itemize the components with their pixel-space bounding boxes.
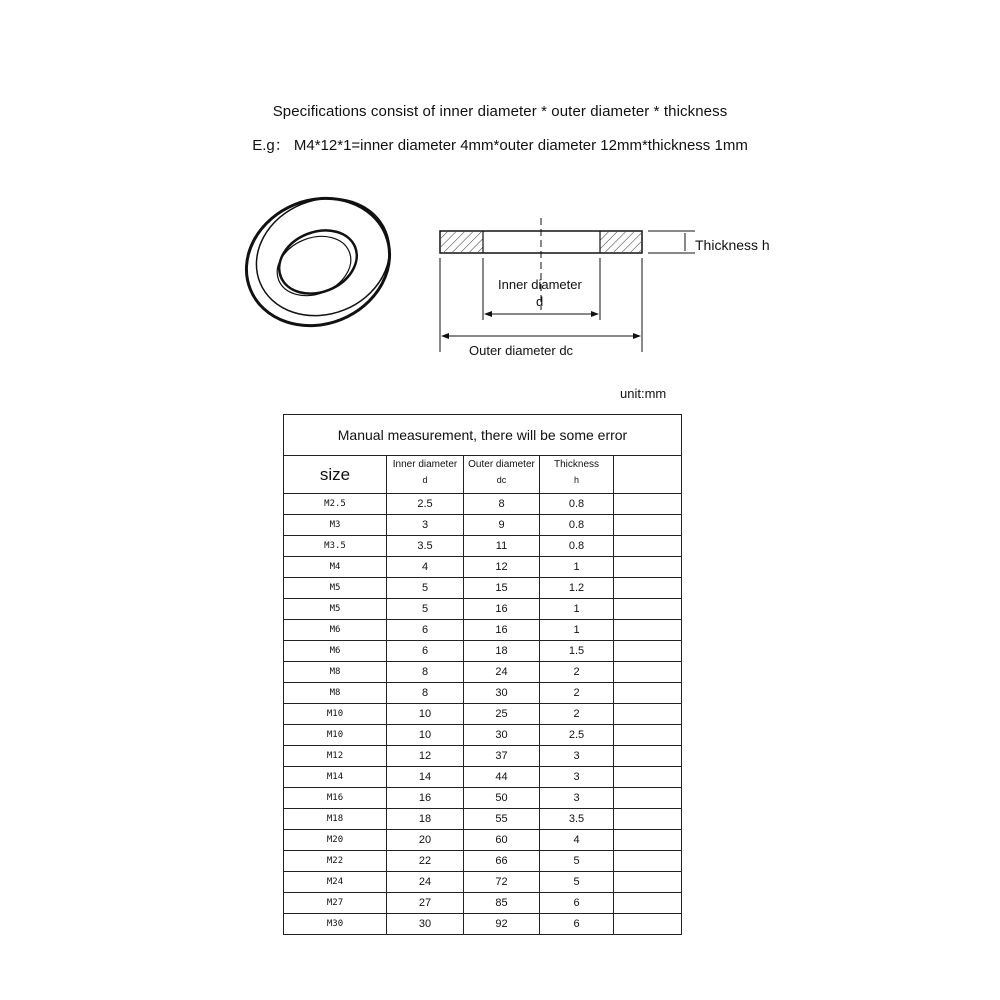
cell-outer-diameter: 66 — [464, 851, 540, 872]
cell-outer-diameter: 24 — [464, 662, 540, 683]
cell-thickness: 6 — [540, 914, 614, 935]
table-row — [284, 578, 682, 599]
thickness-dimension — [648, 231, 695, 253]
cell-inner-diameter: 10 — [387, 704, 464, 725]
cell-empty — [614, 830, 682, 851]
cell-outer-diameter: 44 — [464, 767, 540, 788]
cell-inner-diameter: 16 — [387, 788, 464, 809]
cell-outer-diameter: 16 — [464, 599, 540, 620]
table-row — [284, 872, 682, 893]
cell-size: M3 — [284, 515, 387, 536]
cell-outer-diameter: 18 — [464, 641, 540, 662]
table-row — [284, 599, 682, 620]
cell-size: M16 — [284, 788, 387, 809]
cell-thickness: 2 — [540, 704, 614, 725]
cell-size: M6 — [284, 641, 387, 662]
cell-inner-diameter: 8 — [387, 683, 464, 704]
cell-empty — [614, 872, 682, 893]
table-row — [284, 809, 682, 830]
table-row — [284, 494, 682, 515]
table-row — [284, 704, 682, 725]
cell-size: M24 — [284, 872, 387, 893]
cell-thickness: 0.8 — [540, 494, 614, 515]
cell-empty — [614, 851, 682, 872]
cell-inner-diameter: 22 — [387, 851, 464, 872]
cell-outer-diameter: 11 — [464, 536, 540, 557]
cell-thickness: 1 — [540, 599, 614, 620]
spec-example: E.g： M4*12*1=inner diameter 4mm*outer diameter 12mm*thickness 1mm — [252, 137, 748, 154]
cell-inner-diameter: 27 — [387, 893, 464, 914]
column-header-empty — [614, 456, 682, 494]
cell-outer-diameter: 55 — [464, 809, 540, 830]
cell-inner-diameter: 4 — [387, 557, 464, 578]
cell-inner-diameter: 3 — [387, 515, 464, 536]
spec-description: Specifications consist of inner diameter * outer diameter * thickness — [272, 103, 728, 120]
cell-size: M5 — [284, 599, 387, 620]
cell-empty — [614, 641, 682, 662]
cell-empty — [614, 914, 682, 935]
table-row — [284, 662, 682, 683]
table-row — [284, 893, 682, 914]
column-header-outer: Outer diameter dc — [464, 456, 540, 494]
cell-outer-diameter: 37 — [464, 746, 540, 767]
cell-size: M2.5 — [284, 494, 387, 515]
cell-empty — [614, 536, 682, 557]
cell-thickness: 0.8 — [540, 536, 614, 557]
cell-inner-diameter: 30 — [387, 914, 464, 935]
cell-thickness: 3 — [540, 788, 614, 809]
cell-inner-diameter: 12 — [387, 746, 464, 767]
washer-diagram — [0, 0, 1000, 380]
cell-empty — [614, 683, 682, 704]
table-header-row — [284, 456, 682, 494]
cell-empty — [614, 557, 682, 578]
inner-diameter-label: Inner diameter — [498, 277, 582, 292]
cell-inner-diameter: 20 — [387, 830, 464, 851]
cell-outer-diameter: 30 — [464, 683, 540, 704]
table-row — [284, 746, 682, 767]
cell-size: M30 — [284, 914, 387, 935]
cell-inner-diameter: 10 — [387, 725, 464, 746]
table-row — [284, 830, 682, 851]
washer-perspective-icon — [227, 177, 409, 347]
table-row — [284, 557, 682, 578]
cell-empty — [614, 494, 682, 515]
table-row — [284, 725, 682, 746]
cell-empty — [614, 599, 682, 620]
cell-size: M14 — [284, 767, 387, 788]
cell-size: M5 — [284, 578, 387, 599]
cell-size: M8 — [284, 662, 387, 683]
cell-thickness: 2 — [540, 683, 614, 704]
cell-size: M27 — [284, 893, 387, 914]
cell-inner-diameter: 18 — [387, 809, 464, 830]
table-row — [284, 620, 682, 641]
table-row — [284, 767, 682, 788]
cell-empty — [614, 662, 682, 683]
cell-thickness: 0.8 — [540, 515, 614, 536]
cell-empty — [614, 725, 682, 746]
cell-empty — [614, 620, 682, 641]
cell-empty — [614, 767, 682, 788]
cell-size: M20 — [284, 830, 387, 851]
cell-empty — [614, 893, 682, 914]
cell-size: M6 — [284, 620, 387, 641]
table-row — [284, 683, 682, 704]
cell-size: M22 — [284, 851, 387, 872]
unit-label: unit:mm — [620, 386, 667, 401]
table-row — [284, 788, 682, 809]
cell-size: M12 — [284, 746, 387, 767]
cell-inner-diameter: 5 — [387, 578, 464, 599]
cell-size: M8 — [284, 683, 387, 704]
cell-thickness: 3.5 — [540, 809, 614, 830]
cell-inner-diameter: 2.5 — [387, 494, 464, 515]
cell-inner-diameter: 14 — [387, 767, 464, 788]
cell-empty — [614, 704, 682, 725]
cell-outer-diameter: 16 — [464, 620, 540, 641]
cell-outer-diameter: 8 — [464, 494, 540, 515]
cell-inner-diameter: 6 — [387, 641, 464, 662]
cell-inner-diameter: 24 — [387, 872, 464, 893]
table-title: Manual measurement, there will be some error — [284, 415, 682, 456]
cell-inner-diameter: 8 — [387, 662, 464, 683]
cell-size: M3.5 — [284, 536, 387, 557]
thickness-label: Thickness h — [695, 237, 770, 253]
cell-thickness: 1.5 — [540, 641, 614, 662]
table-row — [284, 536, 682, 557]
cell-thickness: 1 — [540, 620, 614, 641]
cell-size: M4 — [284, 557, 387, 578]
cell-empty — [614, 788, 682, 809]
cell-outer-diameter: 50 — [464, 788, 540, 809]
outer-diameter-label: Outer diameter dc — [469, 343, 574, 358]
cell-outer-diameter: 15 — [464, 578, 540, 599]
cell-thickness: 5 — [540, 872, 614, 893]
cell-inner-diameter: 3.5 — [387, 536, 464, 557]
cell-outer-diameter: 60 — [464, 830, 540, 851]
cell-inner-diameter: 5 — [387, 599, 464, 620]
cell-empty — [614, 809, 682, 830]
table-row — [284, 641, 682, 662]
column-header-thickness: Thickness h — [540, 456, 614, 494]
table-row — [284, 515, 682, 536]
cell-thickness: 1.2 — [540, 578, 614, 599]
cell-empty — [614, 515, 682, 536]
cell-outer-diameter: 9 — [464, 515, 540, 536]
table-row — [284, 914, 682, 935]
cell-thickness: 1 — [540, 557, 614, 578]
cell-thickness: 3 — [540, 746, 614, 767]
column-header-inner: Inner diameter d — [387, 456, 464, 494]
cell-outer-diameter: 92 — [464, 914, 540, 935]
cell-empty — [614, 746, 682, 767]
cell-size: M10 — [284, 725, 387, 746]
spec-table — [283, 414, 682, 935]
cell-outer-diameter: 12 — [464, 557, 540, 578]
cell-thickness: 4 — [540, 830, 614, 851]
cell-outer-diameter: 25 — [464, 704, 540, 725]
cell-thickness: 2 — [540, 662, 614, 683]
table-row — [284, 851, 682, 872]
cell-outer-diameter: 85 — [464, 893, 540, 914]
cell-empty — [614, 578, 682, 599]
inner-diameter-symbol: d — [536, 294, 544, 309]
cell-inner-diameter: 6 — [387, 620, 464, 641]
column-header-size: size — [284, 456, 387, 494]
cell-thickness: 3 — [540, 767, 614, 788]
cell-thickness: 6 — [540, 893, 614, 914]
cell-thickness: 5 — [540, 851, 614, 872]
cell-outer-diameter: 30 — [464, 725, 540, 746]
cell-size: M10 — [284, 704, 387, 725]
cell-outer-diameter: 72 — [464, 872, 540, 893]
cell-size: M18 — [284, 809, 387, 830]
cell-thickness: 2.5 — [540, 725, 614, 746]
